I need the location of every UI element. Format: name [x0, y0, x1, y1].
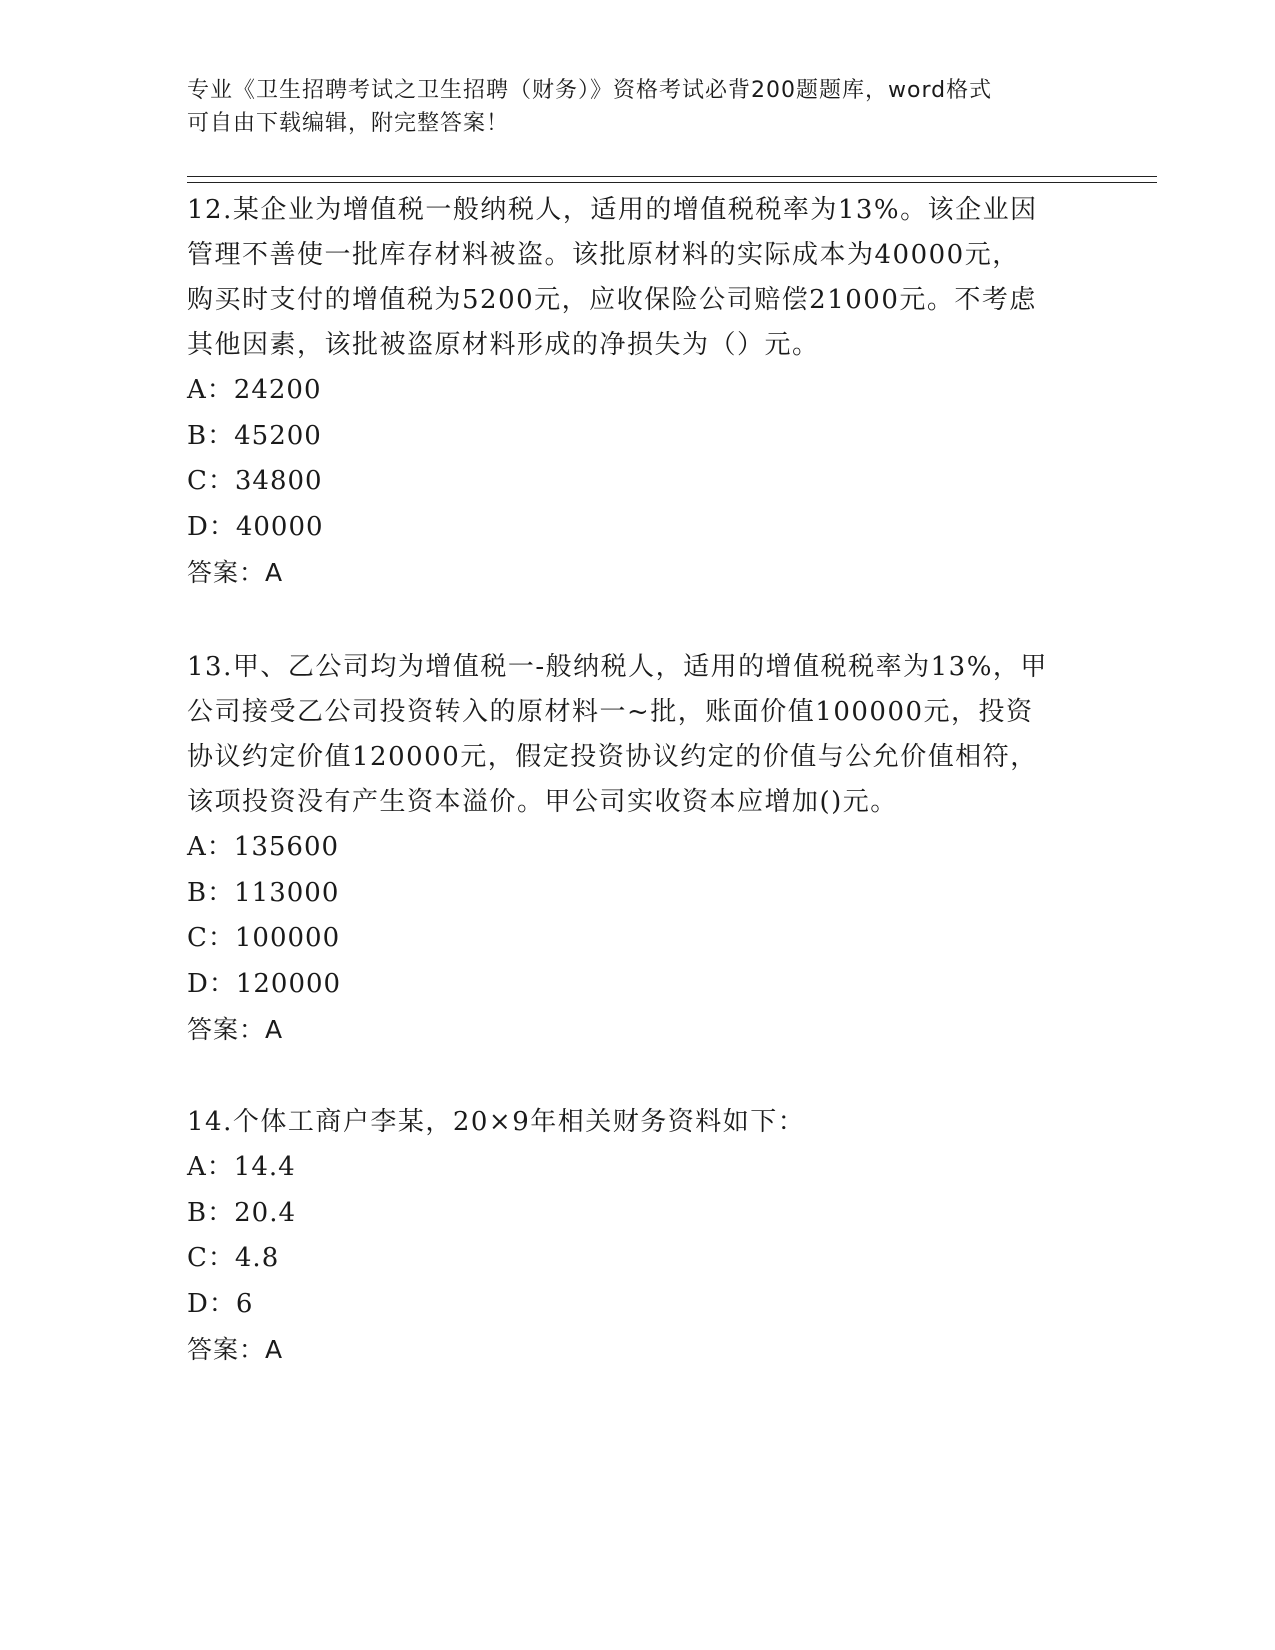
- question-line: 购买时支付的增值税为5200元，应收保险公司赔偿21000元。不考虑: [187, 285, 1037, 315]
- option-a: A：24200: [187, 375, 322, 405]
- question-14: [187, 1100, 1087, 1372]
- question-line: 13.甲、乙公司均为增值税一-般纳税人，适用的增值税税率为13%，甲: [187, 652, 1048, 682]
- question-line: 管理不善使一批库存材料被盗。该批原材料的实际成本为40000元，: [187, 240, 1020, 270]
- question-stem: [187, 1100, 1087, 1145]
- answer: 答案：A: [187, 1015, 284, 1044]
- question-line: 其他因素，该批被盗原材料形成的净损失为（）元。: [187, 330, 820, 360]
- option-d: D：40000: [187, 511, 324, 542]
- question-line: 协议约定价值120000元，假定投资协议约定的价值与公允价值相符，: [187, 742, 1038, 772]
- option-c: C：100000: [187, 923, 341, 953]
- question-stem: [187, 188, 1087, 368]
- option-b: B：113000: [187, 877, 340, 908]
- option-c: C：34800: [187, 466, 323, 496]
- question-stem: [187, 645, 1087, 825]
- option-d: D：120000: [187, 968, 342, 999]
- question-12: [187, 188, 1087, 595]
- header-line-1: 专业《卫生招聘考试之卫生招聘（财务）》资格考试必背200题题库，word格式: [187, 78, 993, 103]
- option-b: B：45200: [187, 420, 322, 451]
- question-line: 14.个体工商户李某，20×9年相关财务资料如下：: [187, 1107, 806, 1137]
- header-divider-bottom: [187, 182, 1157, 183]
- option-a: A：14.4: [187, 1152, 296, 1182]
- option-a: A：135600: [187, 832, 340, 862]
- option-c: C：4.8: [187, 1243, 280, 1273]
- question-13: [187, 645, 1087, 1052]
- option-b: B：20.4: [187, 1197, 296, 1228]
- option-d: D：6: [187, 1288, 254, 1319]
- header-divider-top: [187, 176, 1157, 177]
- answer: 答案：A: [187, 558, 284, 587]
- header-line-2: 可自由下载编辑，附完整答案！: [187, 111, 510, 136]
- question-line: 12.某企业为增值税一般纳税人，适用的增值税税率为13%。该企业因: [187, 195, 1038, 225]
- question-line: 公司接受乙公司投资转入的原材料一~批，账面价值100000元，投资: [187, 697, 1034, 727]
- question-line: 该项投资没有产生资本溢价。甲公司实收资本应增加()元。: [187, 787, 898, 817]
- document-header: [187, 74, 1067, 140]
- answer: 答案：A: [187, 1335, 284, 1364]
